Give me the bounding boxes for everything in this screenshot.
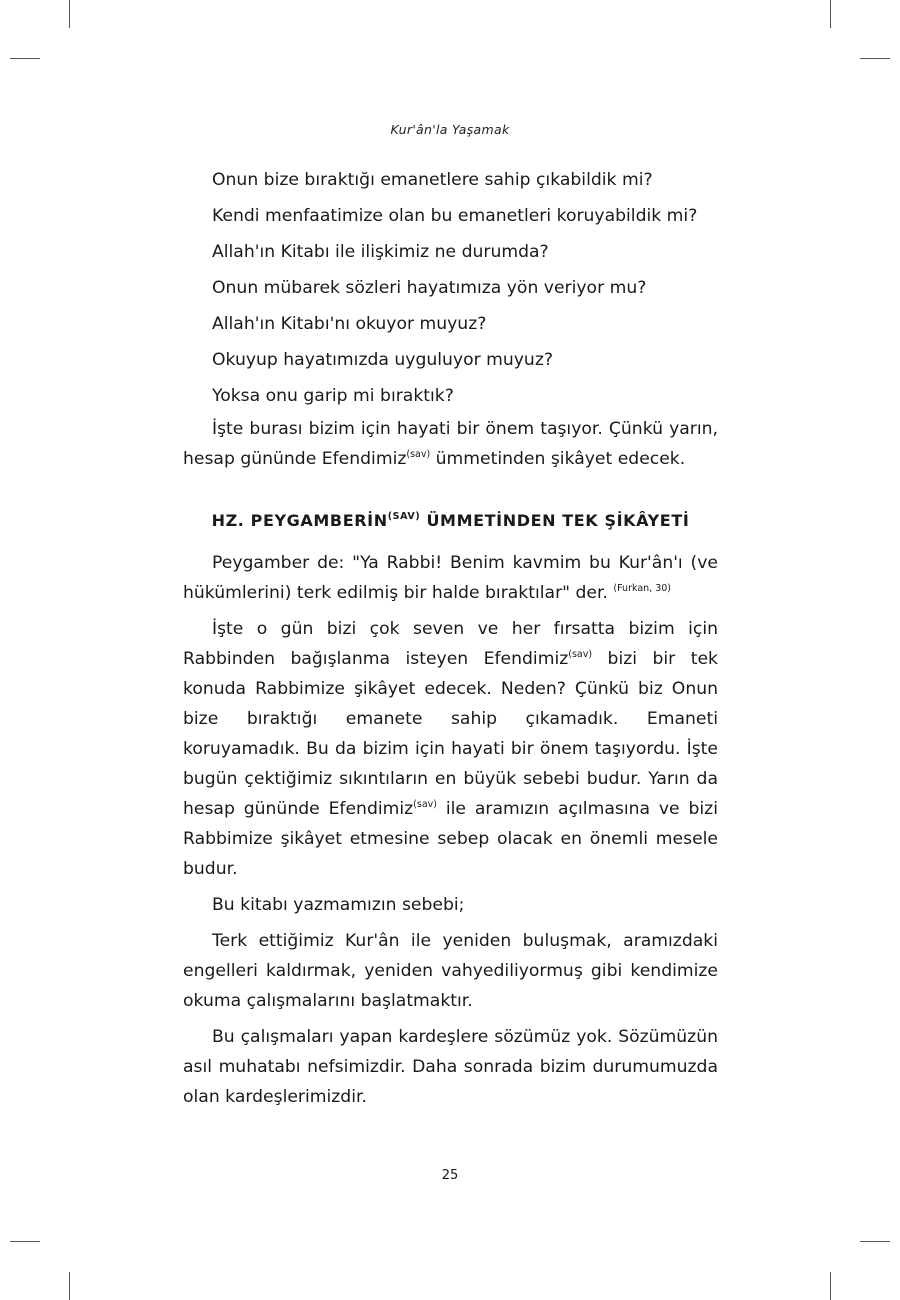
- honorific-superscript: (sav): [568, 649, 593, 660]
- crop-mark-top-left: [69, 0, 70, 28]
- paragraph-1-text-a: İşte burası bizim için hayati bir önem taşıyor. Çünkü yarın, hesap gününde Efendimiz: [183, 419, 718, 469]
- section-heading: [183, 506, 718, 536]
- question-line: Okuyup hayatımızda uyguluyor muyuz?: [212, 350, 553, 370]
- question-line: Kendi menfaatimize olan bu emanetleri koruyabildik mi?: [212, 206, 698, 226]
- paragraph-3-text-b: bizi bir tek konuda Rabbimize şikâyet edecek. Neden? Çünkü biz Onun bize bıraktığı emanete sahip çıkamadık. Emaneti koruyamadık. Bu da bizim için hayati bir önem taşıyordu. İşte bugün çektiğimiz sıkıntıların en büyük sebebi budur. Yarın da hesap gününde Efendimiz: [183, 649, 718, 819]
- honorific-superscript: (sav): [406, 449, 431, 460]
- paragraph-2: [183, 548, 718, 608]
- paragraph-6: Bu çalışmaları yapan kardeşlere sözümüz yok. Sözümüzün asıl muhatabı nefsimizdir. Daha sonrada bizim durumumuzda olan kardeşlerimizdir.: [183, 1027, 718, 1107]
- crop-mark-bottom-right: [830, 1272, 831, 1300]
- paragraph-1-text-b: ümmetinden şikâyet edecek.: [430, 449, 686, 469]
- question-line: Yoksa onu garip mi bıraktık?: [212, 386, 454, 406]
- page-body: [183, 166, 718, 1112]
- honorific-superscript: (sav): [413, 799, 437, 810]
- paragraph-4: Bu kitabı yazmamızın sebebi;: [212, 895, 465, 915]
- citation-superscript: (Furkan, 30): [613, 583, 671, 594]
- crop-mark-top-right: [830, 0, 831, 28]
- crop-mark-right-bottom: [860, 1241, 890, 1242]
- question-line: Allah'ın Kitabı ile ilişkimiz ne durumda?: [212, 242, 549, 262]
- crop-mark-left-top: [10, 58, 40, 59]
- paragraph-2-text: Peygamber de: "Ya Rabbi! Benim kavmim bu Kur'ân'ı (ve hükümlerini) terk edilmiş bir halde bıraktılar" der.: [183, 553, 718, 603]
- crop-mark-left-bottom: [10, 1241, 40, 1242]
- section-heading-text-b: ÜMMETİNDEN TEK ŞİKÂYETİ: [420, 511, 690, 530]
- paragraph-3-text-a: İşte o gün bizi çok seven ve her fırsatta bizim için Rabbinden bağışlanma isteyen Efendimiz: [183, 619, 718, 669]
- question-line: Onun bize bıraktığı emanetlere sahip çıkabildik mi?: [212, 170, 653, 190]
- paragraph-3-text-c: ile aramızın açılmasına ve bizi Rabbimize şikâyet etmesine sebep olacak en önemli mesele budur.: [183, 799, 718, 879]
- question-line: Onun mübarek sözleri hayatımıza yön veriyor mu?: [212, 278, 647, 298]
- paragraph-3: [183, 614, 718, 884]
- running-head: Kur'ân'la Yaşamak: [390, 122, 510, 137]
- page-number: 25: [441, 1168, 459, 1183]
- paragraph-1: [183, 414, 718, 474]
- section-heading-text-a: HZ. PEYGAMBERİN: [211, 511, 388, 530]
- honorific-superscript: (SAV): [387, 511, 421, 522]
- question-line: Allah'ın Kitabı'nı okuyor muyuz?: [212, 314, 487, 334]
- crop-mark-right-top: [860, 58, 890, 59]
- crop-mark-bottom-left: [69, 1272, 70, 1300]
- paragraph-5: Terk ettiğimiz Kur'ân ile yeniden buluşmak, aramızdaki engelleri kaldırmak, yeniden vahyediliyormuş gibi kendimize okuma çalışmalarını başlatmaktır.: [183, 931, 718, 1011]
